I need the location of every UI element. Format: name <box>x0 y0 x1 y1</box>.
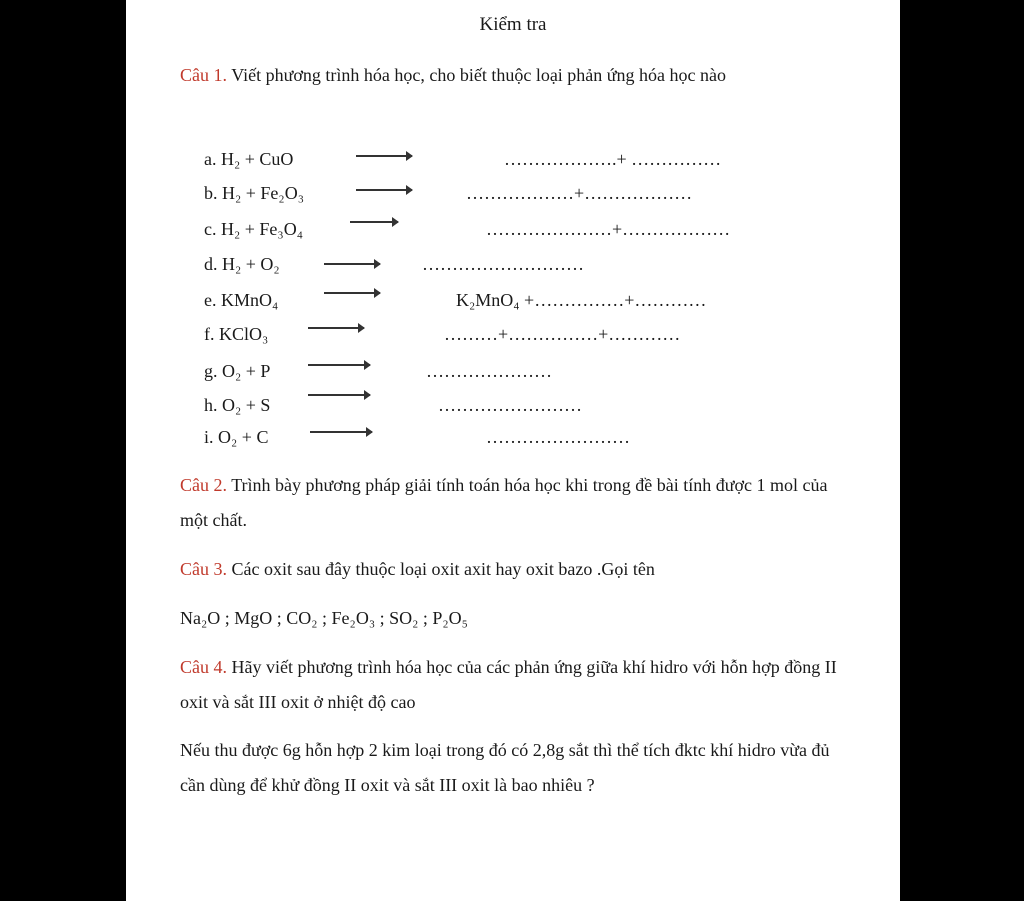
equation-reactants: O₂ + S <box>222 395 271 415</box>
equation-products: ………+……………+………… <box>444 324 681 344</box>
equation-letter: d. <box>204 254 218 274</box>
equation-products: ……………….+ …………… <box>504 149 722 169</box>
question-3 <box>180 552 850 587</box>
reaction-arrow-icon <box>310 431 372 433</box>
equation-reactants: O₂ + P <box>222 361 271 381</box>
page-title: Kiểm tra <box>479 14 547 35</box>
equation-letter: e. <box>204 290 217 310</box>
equation-letter: b. <box>204 183 218 203</box>
question-1-text: Viết phương trình hóa học, cho biết thuộc loại phản ứng hóa học nào <box>231 65 727 85</box>
equation-reactants: H₂ + O₂ <box>222 254 280 274</box>
equation-h <box>204 388 864 422</box>
equation-reactants: KMnO₄ <box>221 290 279 310</box>
equation-e <box>204 283 864 317</box>
equation-products: ………………+……………… <box>466 183 693 203</box>
equation-letter: f. <box>204 324 215 344</box>
reaction-arrow-icon <box>324 292 380 294</box>
reaction-arrow-icon <box>356 155 412 157</box>
equation-reactants: H₂ + Fe₂O₃ <box>222 183 304 203</box>
equation-d <box>204 247 864 281</box>
reaction-arrow-icon <box>350 221 398 223</box>
equation-products: ………………… <box>426 361 552 381</box>
document-page <box>126 0 900 901</box>
question-4-followup: Nếu thu được 6g hỗn hợp 2 kim loại trong đó có 2,8g sắt thì thể tích đktc khí hidro vừa đủ cần dùng để khử đồng II oxit và sắt III oxit là bao nhiêu ? <box>180 740 830 795</box>
equation-reactants: KClO₃ <box>219 324 269 344</box>
equation-products: …………………… <box>486 427 630 447</box>
equation-c <box>204 212 864 246</box>
oxide-formulas: Na₂O ; MgO ; CO₂ ; Fe₂O₃ ; SO₂ ; P₂O₅ <box>180 608 468 628</box>
question-1 <box>180 58 850 93</box>
equation-reactants: H₂ + Fe₃O₄ <box>221 219 303 239</box>
equation-reactants: H₂ + CuO <box>221 149 294 169</box>
question-2 <box>180 468 850 538</box>
equation-a <box>204 142 864 176</box>
reaction-arrow-icon <box>324 263 380 265</box>
equation-letter: h. <box>204 395 218 415</box>
reaction-arrow-icon <box>308 394 370 396</box>
equation-products: …………………+……………… <box>486 219 731 239</box>
question-1-label: Câu 1. <box>180 65 227 85</box>
equation-letter: c. <box>204 219 217 239</box>
question-4-label: Câu 4. <box>180 657 227 677</box>
equation-reactants: O₂ + C <box>218 427 269 447</box>
question-4-text: Hãy viết phương trình hóa học của các phản ứng giữa khí hidro với hỗn hợp đồng II oxit và sắt III oxit ở nhiệt độ cao <box>180 657 837 712</box>
equation-letter: a. <box>204 149 217 169</box>
question-4 <box>180 650 850 720</box>
reaction-arrow-icon <box>308 327 364 329</box>
equation-g <box>204 354 864 388</box>
reaction-arrow-icon <box>308 364 370 366</box>
equation-letter: g. <box>204 361 218 381</box>
equation-products: K₂MnO₄ +……………+………… <box>456 290 707 310</box>
equation-letter: i. <box>204 427 214 447</box>
question-2-label: Câu 2. <box>180 475 227 495</box>
equation-products: ……………………… <box>422 254 584 274</box>
equation-i <box>204 420 864 454</box>
equation-b <box>204 176 864 210</box>
question-2-text: Trình bày phương pháp giải tính toán hóa học khi trong đề bài tính được 1 mol của một chất. <box>180 475 828 530</box>
equation-f <box>204 317 864 351</box>
reaction-arrow-icon <box>356 189 412 191</box>
equation-products: …………………… <box>438 395 582 415</box>
question-3-text: Các oxit sau đây thuộc loại oxit axit hay oxit bazo .Gọi tên <box>231 559 655 579</box>
question-3-label: Câu 3. <box>180 559 227 579</box>
